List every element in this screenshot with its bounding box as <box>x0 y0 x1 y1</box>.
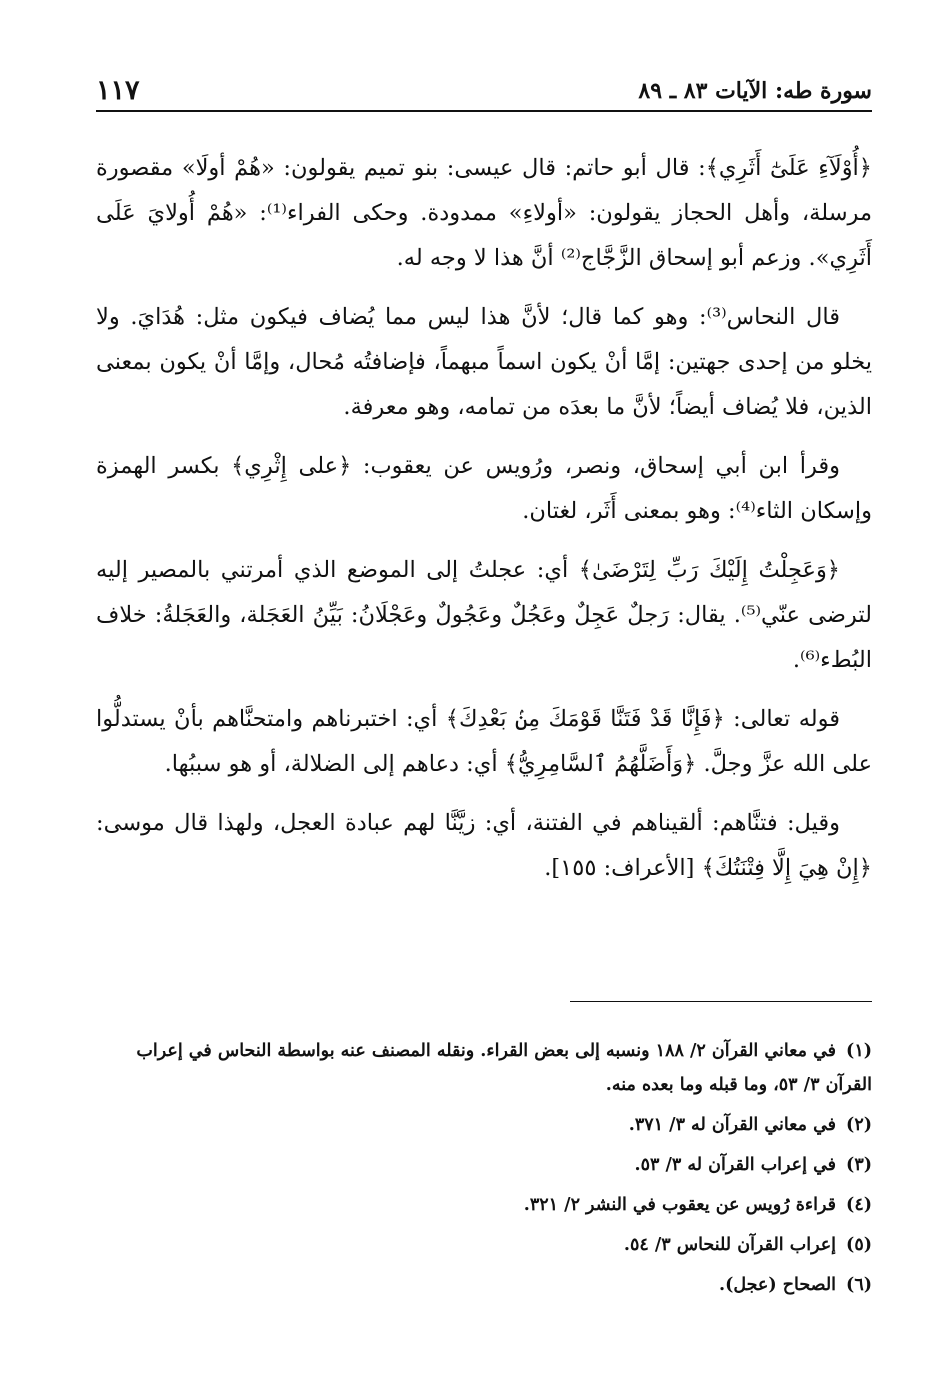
running-title: سورة طه: الآيات ٨٣ ـ ٨٩ <box>638 78 872 104</box>
paragraph: وقيل: فتنَّاهم: ألقيناهم في الفتنة، أي: زيَّنَّا لهم عبادة العجل، ولهذا قال موسى: ﴿إِنْ هِيَ إِلَّا فِتْنَتُكَ﴾ [الأعراف: ١٥٥]. <box>96 810 872 881</box>
paragraph: قال النحاس⁽³⁾: وهو كما قال؛ لأنَّ هذا ليس مما يُضاف فيكون مثل: هُدَايَ. ولا يخلو من إحدى جهتين: إمَّا أنْ يكون اسماً مبهماً، فإضافتُه مُحال، وإمَّا أنْ يكون بمعنى الذين، فلا يُضاف أيضاً؛ لأنَّ ما بعدَه من تمامه، وهو معرفة. <box>96 304 872 420</box>
footnote <box>96 1108 872 1142</box>
paragraph: ﴿أُوْلَآءِ عَلَىٰٓ أَثَرِي﴾: قال أبو حاتم: قال عيسى: بنو تميم يقولون: «هُمْ أولَا» مقصورة مرسلة، وأهل الحجاز يقولون: «أولاءِ» ممدودة. وحكى الفراء⁽¹⁾: «هُمْ أُولايَ عَلَى أَثَرِي». وزعم أبو إسحاق الزَّجَّاج⁽²⁾ أنَّ هذا لا وجه له. <box>96 155 873 271</box>
footnote-number: (٣) <box>846 1155 872 1175</box>
main-text <box>96 146 872 905</box>
footnote-number: (٢) <box>846 1115 872 1135</box>
footnote-number: (٤) <box>846 1195 872 1215</box>
footnote <box>96 1148 872 1182</box>
footnote <box>96 1188 872 1222</box>
footnote-text: الصحاح (عجل). <box>719 1275 837 1295</box>
footnote-number: (٦) <box>846 1275 872 1295</box>
page-header <box>96 66 872 112</box>
footnotes <box>96 1034 872 1308</box>
footnote-text: إعراب القرآن للنحاس ٣/ ٥٤. <box>623 1235 837 1255</box>
footnote-text: في معاني القرآن ٢/ ١٨٨ ونسبه إلى بعض القراء. ونقله المصنف عنه بواسطة النحاس في إعراب القرآن ٣/ ٥٣، وما قبله وما بعده منه. <box>136 1041 872 1095</box>
footnote-text: قراءة رُويس عن يعقوب في النشر ٢/ ٣٢١. <box>523 1195 837 1215</box>
paragraph: قوله تعالى: ﴿فَإِنَّا قَدْ فَتَنَّا قَوْمَكَ مِنۢ بَعْدِكَ﴾ أي: اختبرناهم وامتحنَّاهم بأنْ يستدلُّوا على الله عزَّ وجلَّ. ﴿وَأَضَلَّهُمُ ٱلسَّامِرِيُّ﴾ أي: دعاهم إلى الضلالة، أو هو سببُها. <box>96 706 872 777</box>
footnote-separator <box>570 1001 872 1002</box>
footnote-number: (١) <box>846 1041 872 1061</box>
paragraph: وقرأ ابن أبي إسحاق، ونصر، ورُويس عن يعقوب: ﴿على إِثْرِي﴾ بكسر الهمزة وإسكان الثاء⁽⁴⁾: وهو بمعنى أَثَر، لغتان. <box>96 453 872 524</box>
footnote <box>96 1034 872 1102</box>
footnote-text: في معاني القرآن له ٣/ ٣٧١. <box>628 1115 837 1135</box>
footnote <box>96 1268 872 1302</box>
footnote-number: (٥) <box>846 1235 872 1255</box>
footnote-text: في إعراب القرآن له ٣/ ٥٣. <box>634 1155 837 1175</box>
footnote <box>96 1228 872 1262</box>
page-number: ١١٧ <box>96 75 140 106</box>
paragraph: ﴿وَعَجِلْتُ إِلَيْكَ رَبِّ لِتَرْضَىٰ﴾ أي: عجلتُ إلى الموضع الذي أمرتني بالمصير إليه لترضى عنّي⁽⁵⁾. يقال: رَجلٌ عَجِلٌ وعَجُلٌ وعَجُولٌ وعَجْلَانُ: بَيِّنُ العَجَلة، والعَجَلةُ: خلاف البُطء⁽⁶⁾. <box>96 557 872 673</box>
